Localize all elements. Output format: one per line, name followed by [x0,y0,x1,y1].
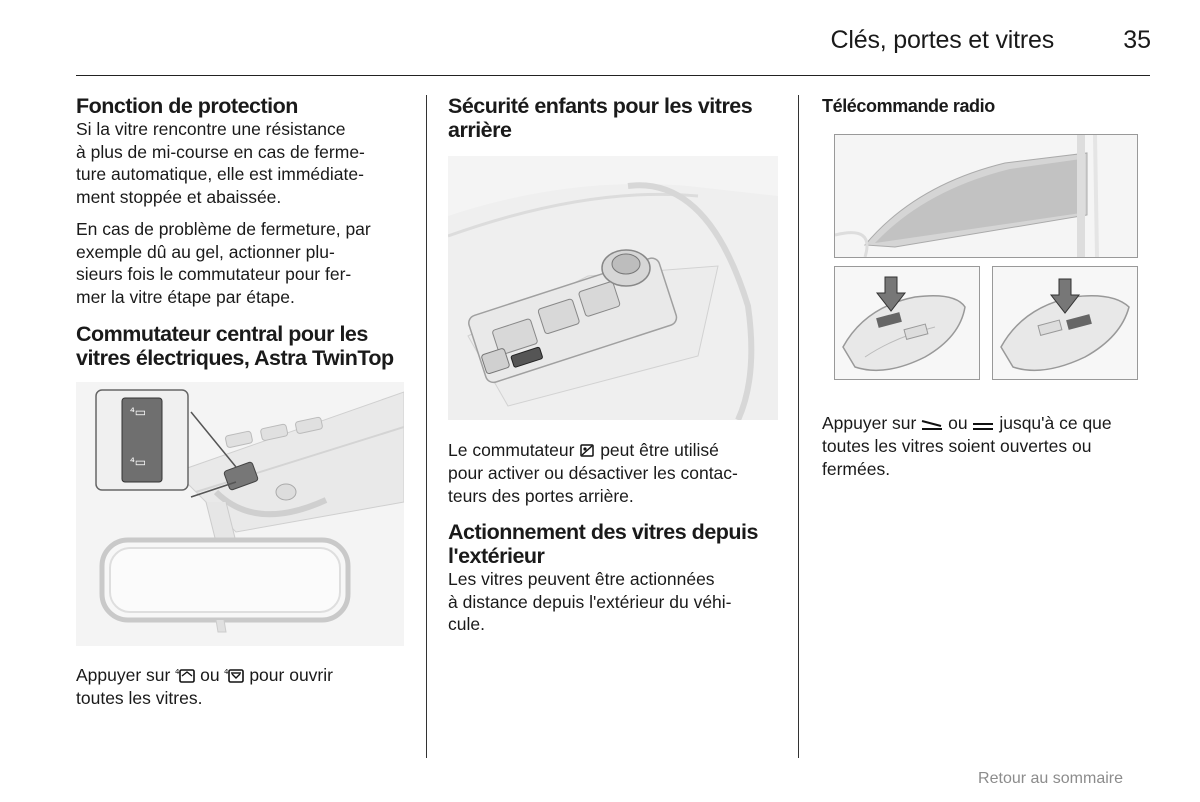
caption-col3: Appuyer sur ou jusqu'à ce que toutes les vitres soient ouvertes ou fermées. [822,413,1112,479]
column-divider-1 [426,95,427,758]
section-heading-protection: Fonction de protection [76,94,298,118]
svg-text:⁴▭: ⁴▭ [130,405,147,419]
paragraph-frost: En cas de problème de fermeture, par exemple dû au gel, actionner plu- sieurs fois le commutateur pour fer- mer la vitre étape par étape. [76,219,371,307]
section-heading-central-switch: Commutateur central pour les vitres électriques, Astra TwinTop [76,322,394,370]
section-heading-remote: Télécommande radio [822,96,995,116]
figure-door-switch-panel [448,156,778,420]
paragraph-child-lock: Le commutateur peut être utilisé pour activer ou désactiver les contac- teurs des portes arrière. [448,440,738,506]
page-number: 35 [1123,26,1151,54]
svg-text:⁴▭: ⁴▭ [130,455,147,469]
page-header-title: Clés, portes et vitres [830,26,1054,54]
column-divider-2 [798,95,799,758]
caption-col1: Appuyer sur 4 ou 4 pour ouvrir toutes les vitres. [76,665,333,708]
window-open-icon [175,667,195,687]
column-1 [76,94,408,370]
figure-overhead-console [76,382,404,646]
svg-text:4: 4 [224,668,229,676]
paragraph-protection: Si la vitre rencontre une résistance à plus de mi-course en cas de ferme- ture automatique, elle est immédiate- ment stoppée et abaissée. [76,119,365,207]
figure-car-window [834,134,1138,258]
paragraph-exterior: Les vitres peuvent être actionnées à distance depuis l'extérieur du véhi- cule. [448,569,732,634]
unlock-button-icon [921,417,943,435]
window-close-icon [224,667,244,687]
section-heading-child-safety: Sécurité enfants pour les vitres arrière [448,94,753,142]
back-to-contents-link[interactable]: Retour au sommaire [978,770,1123,787]
column-3 [822,94,1154,118]
column-2 [448,94,780,142]
column-2-lower [448,439,788,636]
section-heading-exterior: Actionnement des vitres depuis l'extérieur [448,520,758,568]
lock-button-icon [972,417,994,435]
child-lock-icon [579,442,595,462]
figure-key-lock [992,266,1138,380]
svg-text:4: 4 [175,668,180,676]
figure-key-unlock [834,266,980,380]
header-rule [76,75,1150,76]
